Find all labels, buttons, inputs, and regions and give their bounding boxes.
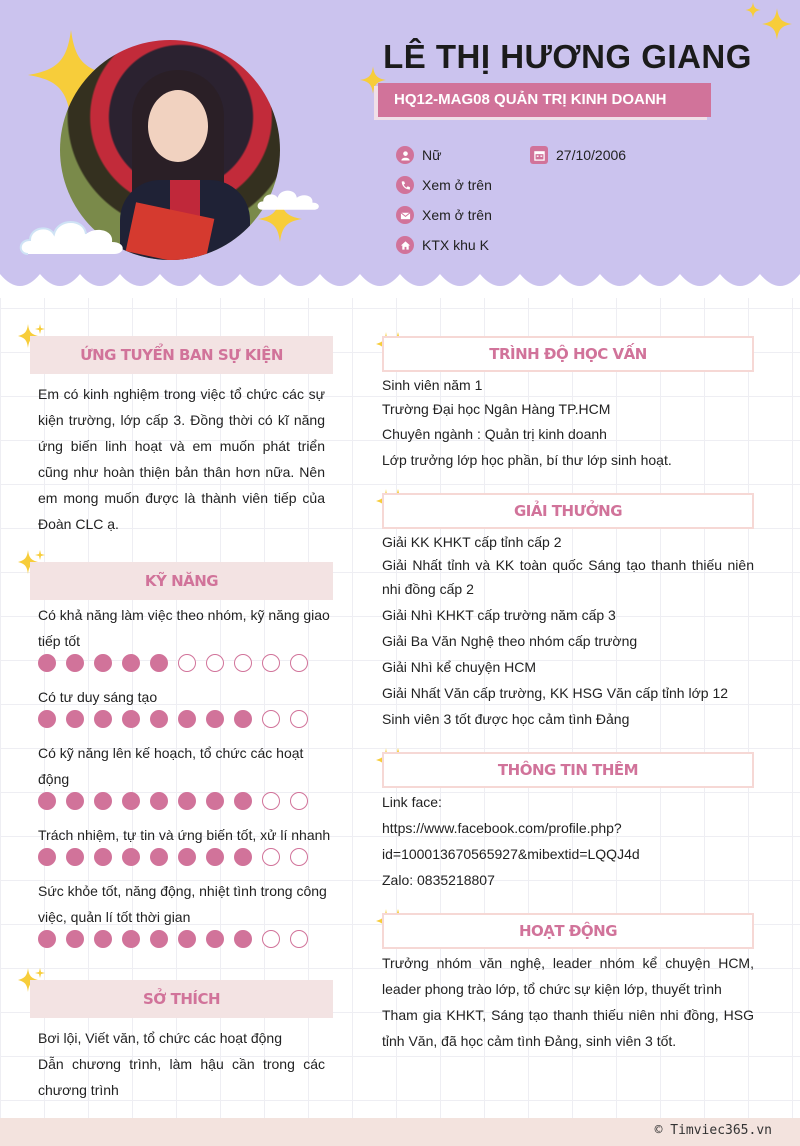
rating-dot-filled: [150, 654, 168, 672]
rating-dot-filled: [178, 930, 196, 948]
email-value: Xem ở trên: [422, 207, 492, 223]
rating-dot-empty: [262, 930, 280, 948]
rating-dot-filled: [38, 710, 56, 728]
education-line: Trường Đại học Ngân Hàng TP.HCM: [382, 401, 611, 417]
awards-section-title: GIẢI THƯỞNG: [382, 493, 754, 529]
mail-icon: [396, 206, 414, 224]
info-gender: [396, 146, 441, 164]
education-line: Sinh viên năm 1: [382, 377, 483, 393]
sparkle-icon: [745, 2, 761, 18]
info-address: [396, 236, 489, 254]
skill-rating: [38, 792, 308, 810]
calendar-icon: [530, 146, 548, 164]
education-line: Lớp trưởng lớp học phần, bí thư lớp sinh hoạt.: [382, 452, 672, 468]
rating-dot-empty: [290, 710, 308, 728]
rating-dot-filled: [178, 848, 196, 866]
skill-rating: [38, 710, 308, 728]
rating-dot-filled: [94, 930, 112, 948]
candidate-name: LÊ THỊ HƯƠNG GIANG: [383, 38, 752, 75]
rating-dot-filled: [150, 710, 168, 728]
rating-dot-empty: [262, 710, 280, 728]
activities-section-title: HOẠT ĐỘNG: [382, 913, 754, 949]
rating-dot-filled: [234, 792, 252, 810]
skill-label: Có tư duy sáng tạo: [38, 689, 158, 705]
award-line: Giải Nhất tỉnh và KK toàn quốc Sáng tạo thanh thiếu niên nhi đồng cấp 2: [382, 557, 754, 597]
candidate-role: HQ12-MAG08 QUẢN TRỊ KINH DOANH: [378, 83, 711, 117]
extra-info-line: Link face:: [382, 794, 442, 810]
award-line: Giải Nhất Văn cấp trường, KK HSG Văn cấp tỉnh lớp 12: [382, 685, 729, 701]
rating-dot-empty: [290, 654, 308, 672]
activities-text: Trưởng nhóm văn nghệ, leader nhóm kể chuyện HCM, leader phong trào lớp, tổ chức sự kiện lớp, thuyết trình: [382, 955, 754, 997]
rating-dot-filled: [150, 930, 168, 948]
rating-dot-filled: [122, 654, 140, 672]
application-text: Em có kinh nghiệm trong việc tổ chức các sự kiện trường, lớp cấp 3. Đồng thời có kĩ năng ứng biến linh hoạt và em muốn phát triển cũng như hoàn thiện bản thân hơn nữa. Nên em mong muốn được là thành viên tiếp của Đoàn CLC ạ.: [38, 386, 325, 532]
rating-dot-filled: [206, 930, 224, 948]
hobby-line: Bơi lội, Viết văn, tổ chức các hoạt động: [38, 1030, 282, 1046]
rating-dot-filled: [234, 930, 252, 948]
rating-dot-empty: [262, 848, 280, 866]
rating-dot-empty: [206, 654, 224, 672]
footer-bar: [0, 1118, 800, 1146]
skill-label: Sức khỏe tốt, năng động, nhiệt tình trong công việc, quản lí tốt thời gian: [38, 883, 327, 925]
education-line: Chuyên ngành : Quản trị kinh doanh: [382, 426, 607, 442]
address-value: KTX khu K: [422, 237, 489, 253]
home-icon: [396, 236, 414, 254]
application-section-title: ỨNG TUYỂN BAN SỰ KIỆN: [30, 336, 333, 374]
cloud-decoration: [18, 210, 128, 262]
skill-rating: [38, 848, 308, 866]
rating-dot-filled: [38, 654, 56, 672]
hobbies-section-title: SỞ THÍCH: [30, 980, 333, 1018]
hobby-line: Dẫn chương trình, làm hậu cần trong các chương trình: [38, 1056, 325, 1098]
zalo-contact: Zalo: 0835218807: [382, 872, 495, 888]
rating-dot-filled: [94, 792, 112, 810]
rating-dot-filled: [38, 930, 56, 948]
award-line: Giải Nhì kể chuyện HCM: [382, 659, 537, 675]
info-phone: [396, 176, 492, 194]
rating-dot-filled: [122, 792, 140, 810]
rating-dot-filled: [122, 930, 140, 948]
user-icon: [396, 146, 414, 164]
facebook-link[interactable]: https://www.facebook.com/profile.php?: [382, 820, 622, 836]
rating-dot-filled: [66, 848, 84, 866]
rating-dot-filled: [234, 848, 252, 866]
rating-dot-filled: [66, 710, 84, 728]
rating-dot-filled: [178, 792, 196, 810]
education-section-title: TRÌNH ĐỘ HỌC VẤN: [382, 336, 754, 372]
rating-dot-filled: [94, 710, 112, 728]
award-line: Giải Ba Văn Nghệ theo nhóm cấp trường: [382, 633, 638, 649]
info-birthday: [530, 146, 626, 164]
award-line: Sinh viên 3 tốt được học cảm tình Đảng: [382, 711, 630, 727]
extra-info-section-title: THÔNG TIN THÊM: [382, 752, 754, 788]
rating-dot-filled: [150, 848, 168, 866]
skill-rating: [38, 654, 308, 672]
gender-value: Nữ: [422, 147, 442, 163]
phone-value: Xem ở trên: [422, 177, 492, 193]
rating-dot-filled: [122, 848, 140, 866]
rating-dot-filled: [178, 710, 196, 728]
rating-dot-empty: [290, 792, 308, 810]
rating-dot-filled: [206, 710, 224, 728]
rating-dot-filled: [94, 654, 112, 672]
rating-dot-filled: [66, 930, 84, 948]
rating-dot-empty: [290, 930, 308, 948]
rating-dot-filled: [94, 848, 112, 866]
rating-dot-empty: [178, 654, 196, 672]
skill-label: Có kỹ năng lên kế hoạch, tổ chức các hoạt động: [38, 745, 304, 787]
rating-dot-filled: [66, 654, 84, 672]
award-line: Giải Nhì KHKT cấp trường năm cấp 3: [382, 607, 616, 623]
rating-dot-filled: [38, 848, 56, 866]
footer-copyright: © Timviec365.vn: [654, 1123, 772, 1138]
info-email: [396, 206, 492, 224]
award-line: Giải KK KHKT cấp tỉnh cấp 2: [382, 534, 562, 550]
skill-rating: [38, 930, 308, 948]
cloud-decoration: [256, 182, 322, 216]
rating-dot-filled: [66, 792, 84, 810]
rating-dot-empty: [290, 848, 308, 866]
skill-label: Có khả năng làm việc theo nhóm, kỹ năng giao tiếp tốt: [38, 607, 330, 649]
skills-section-title: KỸ NĂNG: [30, 562, 333, 600]
rating-dot-empty: [262, 654, 280, 672]
rating-dot-empty: [262, 792, 280, 810]
rating-dot-filled: [234, 710, 252, 728]
phone-icon: [396, 176, 414, 194]
skill-label: Trách nhiệm, tự tin và ứng biến tốt, xử lí nhanh: [38, 827, 331, 843]
rating-dot-filled: [38, 792, 56, 810]
rating-dot-filled: [206, 848, 224, 866]
sparkle-icon: [762, 8, 792, 40]
rating-dot-filled: [122, 710, 140, 728]
birthday-value: 27/10/2006: [556, 147, 627, 163]
rating-dot-filled: [206, 792, 224, 810]
rating-dot-empty: [234, 654, 252, 672]
rating-dot-filled: [150, 792, 168, 810]
header-banner: [0, 0, 800, 295]
facebook-link-id[interactable]: id=100013670565927&mibextid=LQQJ4d: [382, 846, 640, 862]
activities-text: Tham gia KHKT, Sáng tạo thanh thiếu niên nhi đồng, HSG tỉnh Văn, đã học cảm tình Đảng, sinh viên 3 tốt.: [382, 1007, 754, 1049]
